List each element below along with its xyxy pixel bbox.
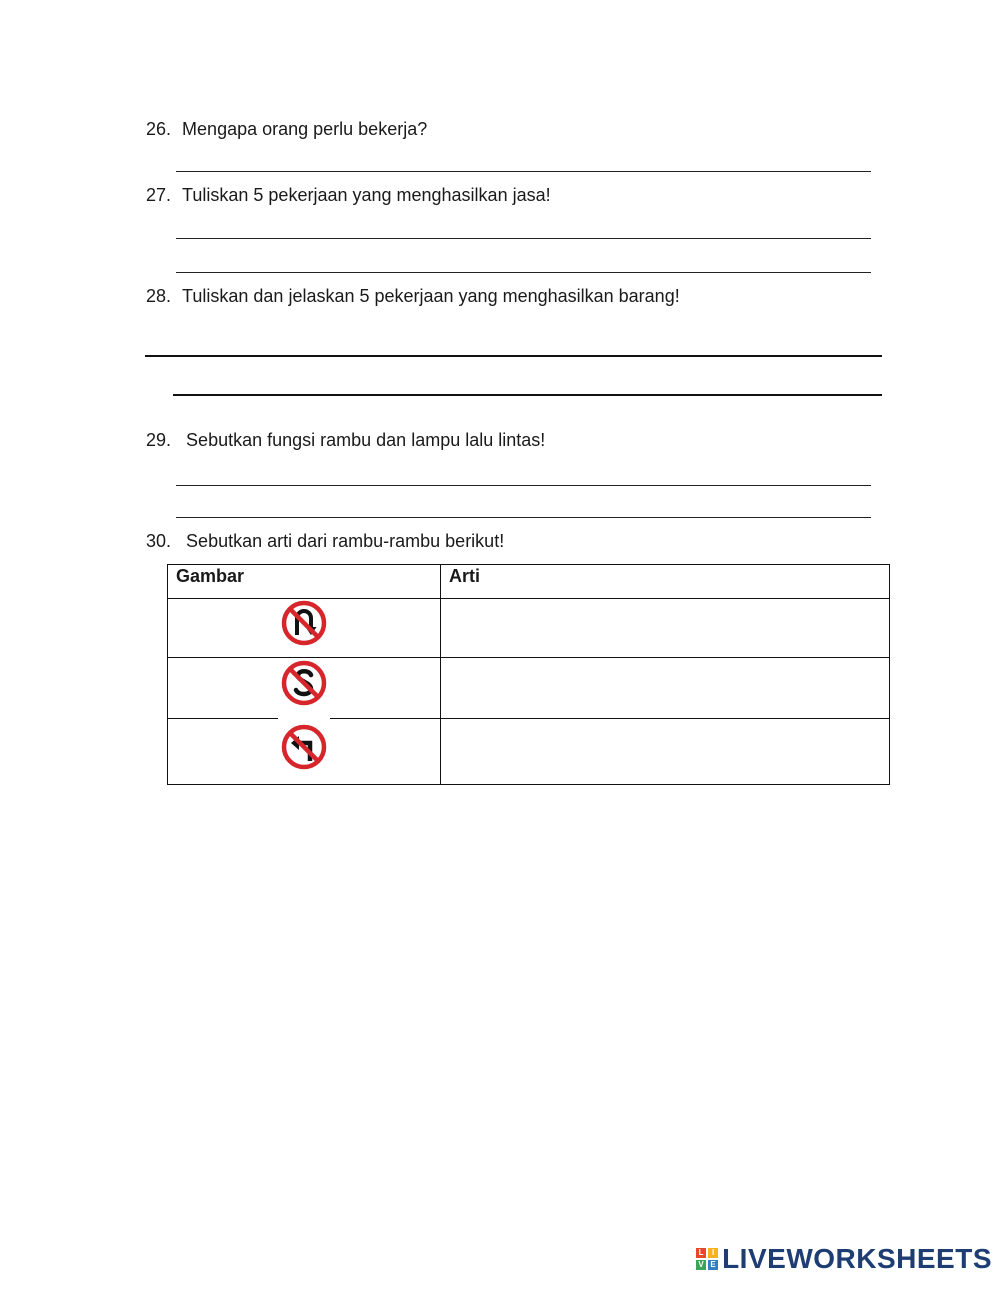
question-text: Sebutkan arti dari rambu-rambu berikut! (186, 531, 505, 551)
question-text: Mengapa orang perlu bekerja? (182, 119, 428, 139)
question-number: 30. (146, 531, 172, 551)
answer-line[interactable] (176, 517, 871, 518)
question-text: Tuliskan 5 pekerjaan yang menghasilkan jasa! (182, 185, 551, 205)
question-number: 27. (146, 185, 172, 205)
question-text: Tuliskan dan jelaskan 5 pekerjaan yang menghasilkan barang! (182, 286, 680, 306)
question-27 (146, 185, 551, 206)
answer-line[interactable] (176, 485, 871, 486)
traffic-sign-table (167, 564, 890, 785)
answer-line[interactable] (176, 171, 871, 172)
liveworksheets-logo (696, 1243, 992, 1275)
answer-cell[interactable] (441, 658, 889, 718)
answer-line[interactable] (176, 272, 871, 273)
question-26 (146, 119, 427, 140)
answer-cell[interactable] (441, 719, 889, 784)
answer-line[interactable] (173, 394, 882, 396)
sign-cell-2 (278, 658, 330, 720)
no-u-turn-sign-icon (278, 599, 330, 657)
sign-cell-3 (278, 720, 330, 784)
answer-cell[interactable] (441, 599, 889, 657)
logo-text: LIVEWORKSHEETS (722, 1243, 992, 1274)
table-border (167, 564, 890, 565)
question-text: Sebutkan fungsi rambu dan lampu lalu lintas! (186, 430, 546, 450)
question-30 (146, 531, 504, 552)
table-header-meaning: Arti (449, 566, 480, 586)
question-29 (146, 430, 545, 451)
question-number: 29. (146, 430, 172, 450)
table-border (167, 784, 890, 785)
question-number: 26. (146, 119, 172, 139)
no-stopping-sign-icon (278, 658, 330, 716)
question-28 (146, 286, 680, 307)
sign-cell-1 (278, 599, 330, 657)
question-number: 28. (146, 286, 172, 306)
answer-line[interactable] (176, 238, 871, 239)
logo-blocks-icon: L I V E (696, 1248, 718, 1270)
answer-line[interactable] (145, 355, 882, 357)
no-left-turn-sign-icon (278, 720, 330, 780)
table-header-image: Gambar (176, 566, 245, 586)
